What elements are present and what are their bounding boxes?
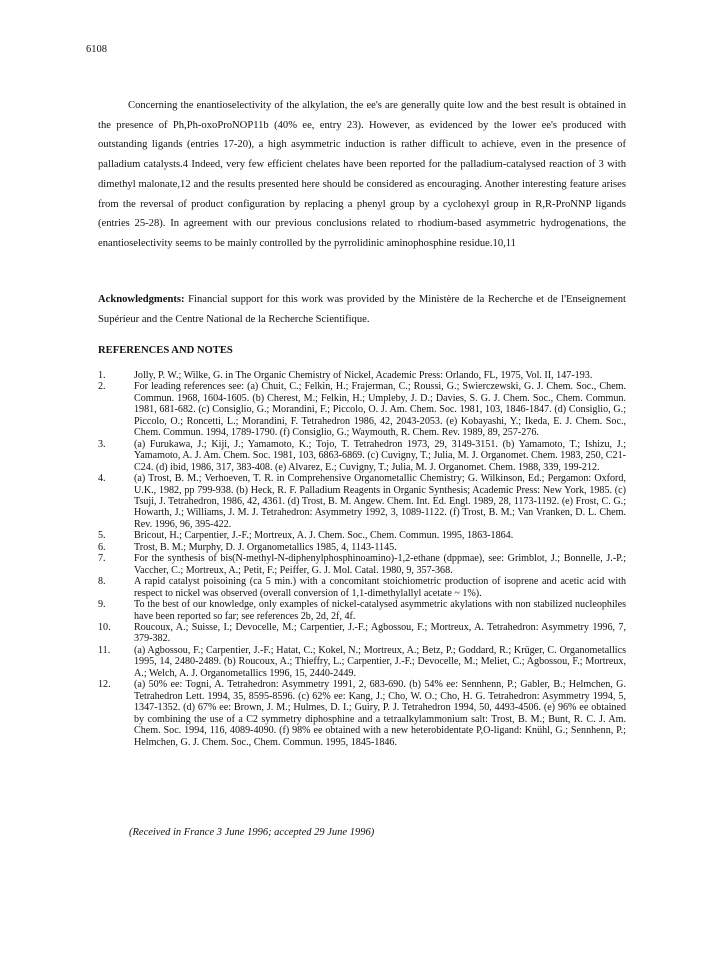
reference-item bbox=[98, 645, 626, 679]
reference-item bbox=[98, 576, 626, 599]
reference-text: Jolly, P. W.; Wilke, G. in The Organic Chemistry of Nickel, Academic Press: Orlando, FL, 1975, Vol. II, 147-193. bbox=[134, 370, 593, 381]
reference-number: 9. bbox=[98, 599, 106, 611]
reference-item bbox=[98, 599, 626, 622]
reference-number: 12. bbox=[98, 679, 111, 691]
reference-number: 5. bbox=[98, 530, 106, 542]
reference-number: 3. bbox=[98, 438, 106, 450]
reference-text: Roucoux, A.; Suisse, I.; Devocelle, M.; Carpentier, J.-F.; Agbossou, F.; Mortreux, A. Tetrahedron: Asymmetry 1996, 7, 379-382. bbox=[134, 621, 626, 645]
reference-text: To the best of our knowledge, only examples of nickel-catalysed asymmetric akylations with non stabilized nucleophiles have been reported so far; see references 2b, 2d, 2f, 4f. bbox=[134, 599, 626, 622]
reference-number: 1. bbox=[98, 370, 106, 381]
references-list bbox=[98, 370, 626, 748]
acknowledgments bbox=[98, 290, 626, 329]
reference-number: 7. bbox=[98, 553, 106, 565]
reference-number: 2. bbox=[98, 381, 106, 393]
reference-text: (a) Agbossou, F.; Carpentier, J.-F.; Hatat, C.; Kokel, N.; Mortreux, A.; Betz, P.; Goddard, R.; Krüger, C. Organometallics 1995, 14, 2480-2489. (b) Roucoux, A.; Thieffry, L.; Carpentier, J.-F.; Devocelle, M.; Meliet, C.; Agbossou, F.; Mortreux, A.; Welch, A. J. Organometallics 1996, 15, 2440-2449. bbox=[134, 644, 626, 679]
acknowledgments-text: Financial support for this work was provided by the Ministère de la Recherche et de l'Enseignement Supérieur and the Centre National de la Recherche Scientifique. bbox=[98, 294, 626, 325]
reference-text: A rapid catalyst poisoining (ca 5 min.) with a concomitant stoichiometric production of isoprene and acetic acid with respect to nickel was observed (overall conversion of 1,1-dimethylallyl acetate ~ 1%). bbox=[134, 576, 626, 599]
reference-item bbox=[98, 679, 626, 748]
reference-item bbox=[98, 553, 626, 576]
reference-number: 10. bbox=[98, 621, 111, 633]
reference-number: 6. bbox=[98, 541, 106, 553]
reference-item bbox=[98, 530, 626, 541]
reference-text: For the synthesis of bis(N-methyl-N-diphenylphosphinoamino)-1,2-ethane (dppmae), see: Grimblot, J.; Bonnelle, J.-P.; Vaccher, C.; Mortreux, A.; Petit, F.; Peiffer, G. J. Mol. Catal. 1980, 9, 357-368. bbox=[134, 553, 626, 576]
reference-text: For leading references see: (a) Chuit, C.; Felkin, H.; Frajerman, C.; Roussi, G.; Swierczewski, G. J. Chem. Soc., Chem. Commun. 1968, 1604-1605. (b) Cherest, M.; Felkin, H.; Umpleby, J. D.; Davies, S. G. J. Chem. Soc., Chem. Commun. 1981, 681-682. (c) Consiglio, G.; Morandini, F.; Piccolo, O. J. Am. Chem. Soc. 1981, 103, 1846-1847. (d) Consiglio, G.; Piccolo, O.; Roncetti, L.; Morandini, F. Tetrahedron 1986, 42, 2043-2053. (e) Kobayashi, Y.; Ikeda, E. J. Chem. Soc., Chem. Commun. 1994, 1789-1790. (f) Consiglio, G.; Waymouth, R. Chem. Rev. 1989, 89, 257-276. bbox=[134, 381, 626, 439]
reference-text: Trost, B. M.; Murphy, D. J. Organometallics 1985, 4, 1143-1145. bbox=[134, 541, 397, 553]
reference-item bbox=[98, 622, 626, 645]
page-number: 6108 bbox=[86, 44, 107, 55]
reference-number: 8. bbox=[98, 576, 106, 588]
reference-item bbox=[98, 439, 626, 473]
reference-text: (a) 50% ee: Togni, A. Tetrahedron: Asymmetry 1991, 2, 683-690. (b) 54% ee: Sennhenn, P.; Gabler, B.; Helmchen, G. Tetrahedron Lett. 1994, 35, 8595-8596. (c) 62% ee: Kang, J.; Cho, W. O.; Cho, H. G. Tetrahedron: Asymmetry 1994, 5, 1347-1352. (d) 67% ee: Brown, J. M.; Hulmes, D. I.; Guiry, P. J. Tetrahedron 1994, 50, 4493-4506. (e) 96% ee obtained by combining the use of a C2 symmetry diphosphine and a tetraalkylammonium salt: Trost, B. M.; Bunt, R. C. J. Am. Chem. Soc. 1994, 116, 4089-4090. (f) 98% ee obtained with a new heterobidentate P,O-ligand: Knühl, G.; Sennhenn, P.; Helmchen, G. J. Chem. Soc., Chem. Commun. 1995, 1845-1846. bbox=[134, 679, 626, 748]
reference-number: 4. bbox=[98, 473, 106, 485]
acknowledgments-heading: Acknowledgments: bbox=[98, 294, 185, 305]
body-paragraph: Concerning the enantioselectivity of the alkylation, the ee's are generally quite low and the best result is obtained in the presence of Ph,Ph-oxoProNOP11b (40% ee, entry 23). However, as evidenced by the lower ee's produced with outstanding ligands (entries 17-20), a high asymmetric induction is rather difficult to achieve, even in the presence of palladium catalysts.4 Indeed, very few efficient chelates have been reported for the palladium-catalysed reaction of 3 with dimethyl malonate,12 and the results presented here should be considered as encouraging. Another interesting feature arises from the reversal of product configuration by replacing a phenyl group by a cyclohexyl group in R,R-ProNNP ligands (entries 25-28). In agreement with our previous conclusions related to rhodium-based asymmetric hydrogenations, the enantioselectivity seems to be mainly controlled by the pyrrolidinic aminophosphine residue.10,11 bbox=[98, 100, 626, 249]
reference-item bbox=[98, 542, 626, 553]
reference-text: (a) Trost, B. M.; Verhoeven, T. R. in Comprehensive Organometallic Chemistry; G. Wilkinson, Ed.; Pergamon: Oxford, U.K., 1982, pp 799-938. (b) Heck, R. F. Palladium Reagents in Organic Synthesis; Academic Press: New York, 1985. (c) Tsuji, J. Tetrahedron, 1986, 42, 4361. (d) Trost, B. M. Angew. Chem. Int. Ed. Engl. 1989, 28, 1173-1192. (e) Frost, C. G.; Howarth, J.; Williams, J. M. J. Tetrahedron: Asymmetry 1992, 3, 1089-1122. (f) Trost, B. M.; Van Vranken, D. L. Chem. Rev. 1996, 96, 395-422. bbox=[134, 473, 626, 530]
reference-text: (a) Furukawa, J.; Kiji, J.; Yamamoto, K.; Tojo, T. Tetrahedron 1973, 29, 3149-3151. (b) Yamamoto, T.; Ishizu, J.; Yamamoto, A. J. Am. Chem. Soc. 1981, 103, 6863-6869. (c) Cuvigny, T.; Julia, M. J. Organomet. Chem. 1983, 250, C21-C24. (d) ibid, 1986, 317, 383-408. (e) Alvarez, E.; Cuvigny, T.; Julia, M. J. Organomet. Chem. 1988, 339, 199-212. bbox=[134, 438, 626, 473]
reference-text: Bricout, H.; Carpentier, J.-F.; Mortreux, A. J. Chem. Soc., Chem. Commun. 1995, 1863-1864. bbox=[134, 530, 514, 542]
reference-item bbox=[98, 473, 626, 530]
received-note: (Received in France 3 June 1996; accepted 29 June 1996) bbox=[129, 827, 375, 838]
reference-item bbox=[98, 370, 626, 381]
reference-item bbox=[98, 381, 626, 438]
references-heading: REFERENCES AND NOTES bbox=[98, 345, 233, 356]
reference-number: 11. bbox=[98, 644, 111, 656]
